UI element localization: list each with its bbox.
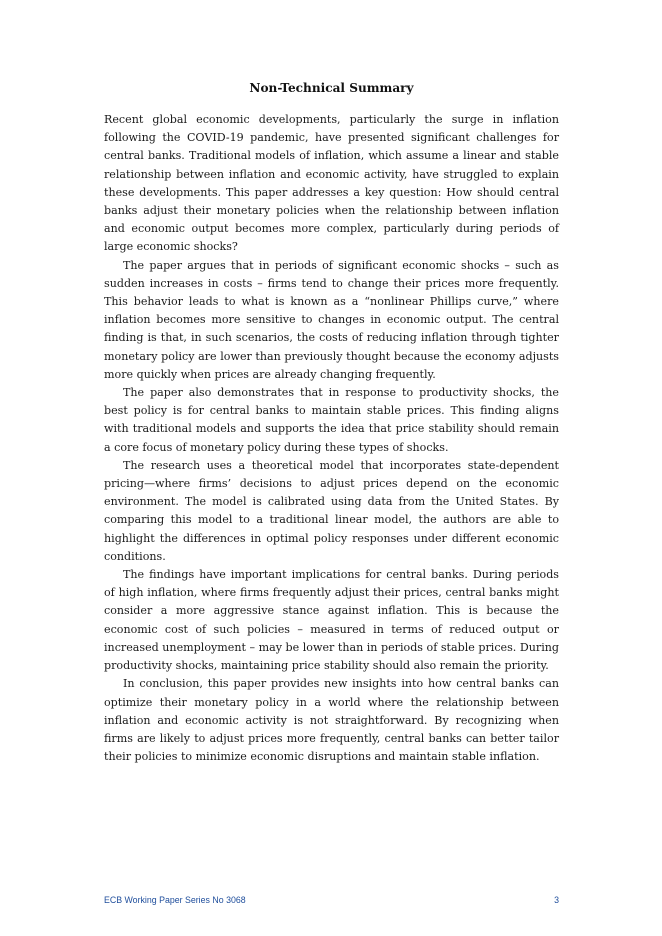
paragraph-conclusion: In conclusion, this paper provides new insights into how central banks can optimize their monetary policy in a world where the relationship between inflation and economic activity is not straightforward. By recognizing when firms are likely to adjust prices more frequently, central banks can better tailor their policies to minimize economic disruptions and maintain stable inflation. bbox=[104, 677, 559, 764]
paragraph-implications: The findings have important implications for central banks. During periods of high inflation, where firms frequently adjust their prices, central banks might consider a more aggressive stance against inflation. This is because the economic cost of such policies – measured in terms of reduced output or increased unemployment – may be lower than in periods of stable prices. During productivity shocks, maintaining price stability should also remain the priority. bbox=[104, 568, 559, 673]
footer-series-label: ECB Working Paper Series No 3068 bbox=[104, 895, 246, 905]
summary-body bbox=[104, 111, 559, 766]
footer-page-number: 3 bbox=[554, 895, 559, 905]
paragraph-research-model: The research uses a theoretical model that incorporates state-dependent pricing—where firms’ decisions to adjust prices depend on the economic environment. The model is calibrated using data from the United States. By comparing this model to a traditional linear model, the authors are able to highlight the differences in optimal policy responses under different economic conditions. bbox=[104, 458, 559, 563]
paragraph-intro: Recent global economic developments, particularly the surge in inflation following the COVID-19 pandemic, have presented significant challenges for central banks. Traditional models of inflation, which assume a linear and stable relationship between inflation and economic activity, have struggled to explain these developments. This paper addresses a key question: How should central banks adjust their monetary policies when the relationship between inflation and economic output becomes more complex, particularly during periods of large economic shocks? bbox=[104, 113, 559, 254]
paragraph-productivity-shocks: The paper also demonstrates that in response to productivity shocks, the best policy is for central banks to maintain stable prices. This finding aligns with traditional models and supports the idea that price stability should remain a core focus of monetary policy during these types of shocks. bbox=[104, 386, 559, 454]
page-title: Non-Technical Summary bbox=[249, 81, 414, 95]
paragraph-nonlinear-phillips-curve: The paper argues that in periods of significant economic shocks – such as sudden increases in costs – firms tend to change their prices more frequently. This behavior leads to what is known as a “nonlinear Phillips curve,” where inflation becomes more sensitive to changes in economic output. The central finding is that, in such scenarios, the costs of reducing inflation through tighter monetary policy are lower than previously thought because the economy adjusts more quickly when prices are already changing frequently. bbox=[104, 258, 559, 381]
